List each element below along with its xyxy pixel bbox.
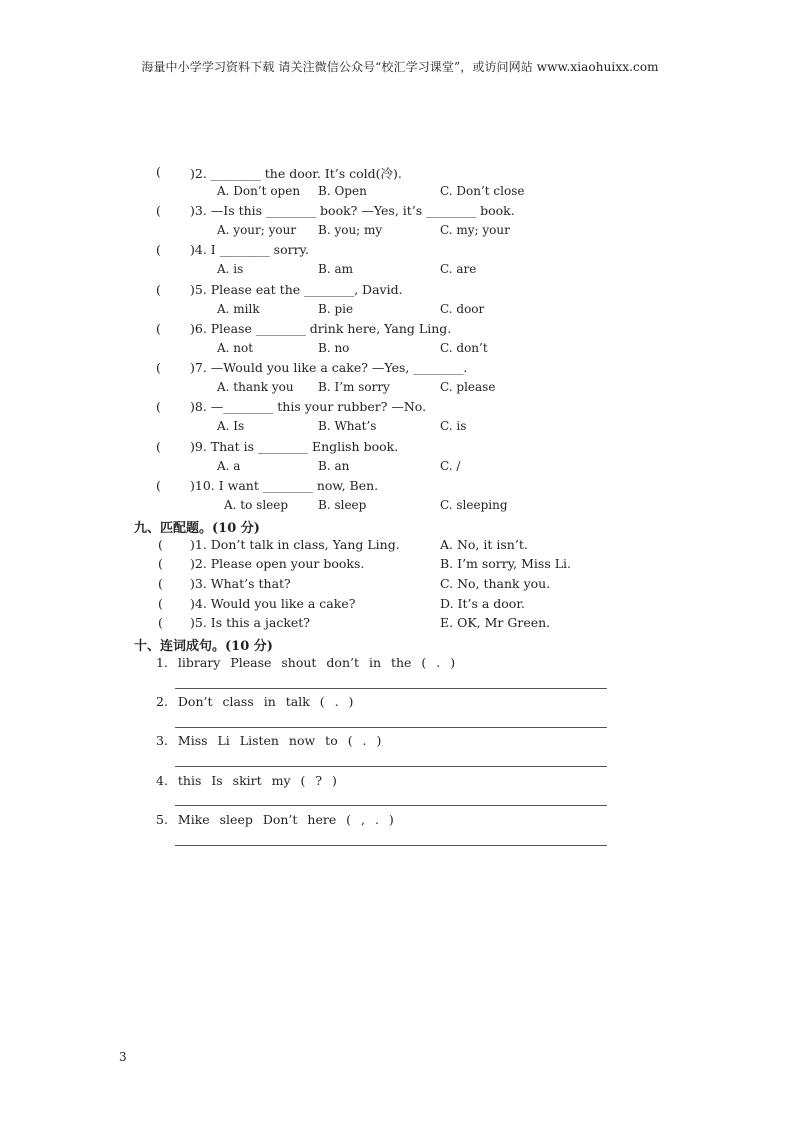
match-item-2 [0,556,800,574]
match-item-5 [0,615,800,633]
option-a: A. to sleep [224,498,289,512]
question-text: )4. I ________ sorry. [190,242,309,257]
mc-options-7 [0,380,800,398]
answer-blank[interactable]: ( [156,164,161,179]
option-b: B. What’s [318,419,377,433]
match-answer: A. No, it isn’t. [440,537,528,552]
mc-options-8 [0,419,800,437]
mc-options-3 [0,223,800,241]
option-c: C. don’t [440,341,488,355]
mc-question-5 [0,282,800,300]
match-question: )5. Is this a jacket? [190,615,311,630]
question-text: )5. Please eat the ________, David. [190,282,403,297]
mc-question-9 [0,439,800,457]
option-b: B. Open [318,184,367,198]
mc-options-4 [0,262,800,280]
option-b: B. I’m sorry [318,380,390,394]
option-a: A. your; your [217,223,297,237]
option-a: A. Is [217,419,245,433]
option-a: A. is [217,262,244,276]
option-a: A. milk [217,302,260,316]
option-c: C. / [440,459,461,473]
mc-question-7 [0,360,800,378]
question-text: )3. —Is this ________ book? —Yes, it’s ________ book. [190,203,515,218]
option-b: B. no [318,341,350,355]
question-text: )7. —Would you like a cake? —Yes, ________. [190,360,468,375]
mc-question-2 [0,164,800,182]
option-c: C. is [440,419,467,433]
question-text: )9. That is ________ English book. [190,439,399,454]
answer-blank[interactable]: ( [156,439,161,454]
option-c: C. my; your [440,223,510,237]
mc-options-6 [0,341,800,359]
option-a: A. not [217,341,254,355]
option-b: B. sleep [318,498,367,512]
match-answer: B. I’m sorry, Miss Li. [440,556,571,571]
match-answer: D. It’s a door. [440,596,525,611]
question-text: )2. ________ the door. It’s cold(冷). [190,166,402,181]
mc-options-9 [0,459,800,477]
ordering-item-5: 5. Mike sleep Don’t here ( , . ) [156,812,394,827]
match-item-1 [0,537,800,555]
option-a: A. thank you [217,380,294,394]
option-c: C. are [440,262,477,276]
answer-blank[interactable]: ( [156,321,161,336]
answer-line-5[interactable] [175,845,607,846]
option-a: A. Don’t open [217,184,301,198]
match-item-3 [0,576,800,594]
mc-question-4 [0,242,800,260]
match-question: )1. Don’t talk in class, Yang Ling. [190,537,400,552]
option-b: B. an [318,459,350,473]
question-text: )6. Please ________ drink here, Yang Ling. [190,321,452,336]
answer-blank[interactable]: ( [158,596,163,611]
answer-line-1[interactable] [175,688,607,689]
option-c: C. sleeping [440,498,508,512]
match-question: )3. What’s that? [190,576,291,591]
match-question: )2. Please open your books. [190,556,365,571]
match-item-4 [0,596,800,614]
mc-question-8 [0,399,800,417]
page-number: 3 [119,1050,127,1064]
option-c: C. Don’t close [440,184,525,198]
section-title-matching: 九、匹配题。(10 分) [134,521,260,536]
answer-blank[interactable]: ( [158,537,163,552]
option-a: A. a [217,459,241,473]
match-question: )4. Would you like a cake? [190,596,356,611]
option-b: B. am [318,262,353,276]
match-answer: C. No, thank you. [440,576,551,591]
option-b: B. pie [318,302,354,316]
answer-blank[interactable]: ( [158,576,163,591]
answer-blank[interactable]: ( [156,399,161,414]
ordering-item-3: 3. Miss Li Listen now to ( . ) [156,733,382,748]
answer-blank[interactable]: ( [156,203,161,218]
page-header: 海量中小学学习资料下载 请关注微信公众号“校汇学习课堂”，或访问网站 www.xiaohuixx.com [141,60,659,74]
option-c: C. door [440,302,485,316]
mc-question-3 [0,203,800,221]
ordering-item-4: 4. this Is skirt my ( ? ) [156,773,337,788]
answer-blank[interactable]: ( [156,282,161,297]
option-b: B. you; my [318,223,383,237]
mc-question-10 [0,478,800,496]
ordering-item-2: 2. Don’t class in talk ( . ) [156,694,354,709]
answer-blank[interactable]: ( [156,478,161,493]
mc-options-10 [0,498,800,516]
mc-options-2 [0,184,800,202]
question-text: )8. —________ this your rubber? —No. [190,399,427,414]
answer-blank[interactable]: ( [156,242,161,257]
answer-blank[interactable]: ( [156,360,161,375]
answer-blank[interactable]: ( [158,556,163,571]
mc-options-5 [0,302,800,320]
match-answer: E. OK, Mr Green. [440,615,551,630]
section-title-ordering: 十、连词成句。(10 分) [134,639,273,654]
answer-line-3[interactable] [175,766,607,767]
answer-line-2[interactable] [175,727,607,728]
option-c: C. please [440,380,496,394]
answer-blank[interactable]: ( [158,615,163,630]
question-text: )10. I want ________ now, Ben. [190,478,379,493]
ordering-item-1: 1. library Please shout don’t in the ( . ) [156,655,456,670]
answer-line-4[interactable] [175,805,607,806]
mc-question-6 [0,321,800,339]
